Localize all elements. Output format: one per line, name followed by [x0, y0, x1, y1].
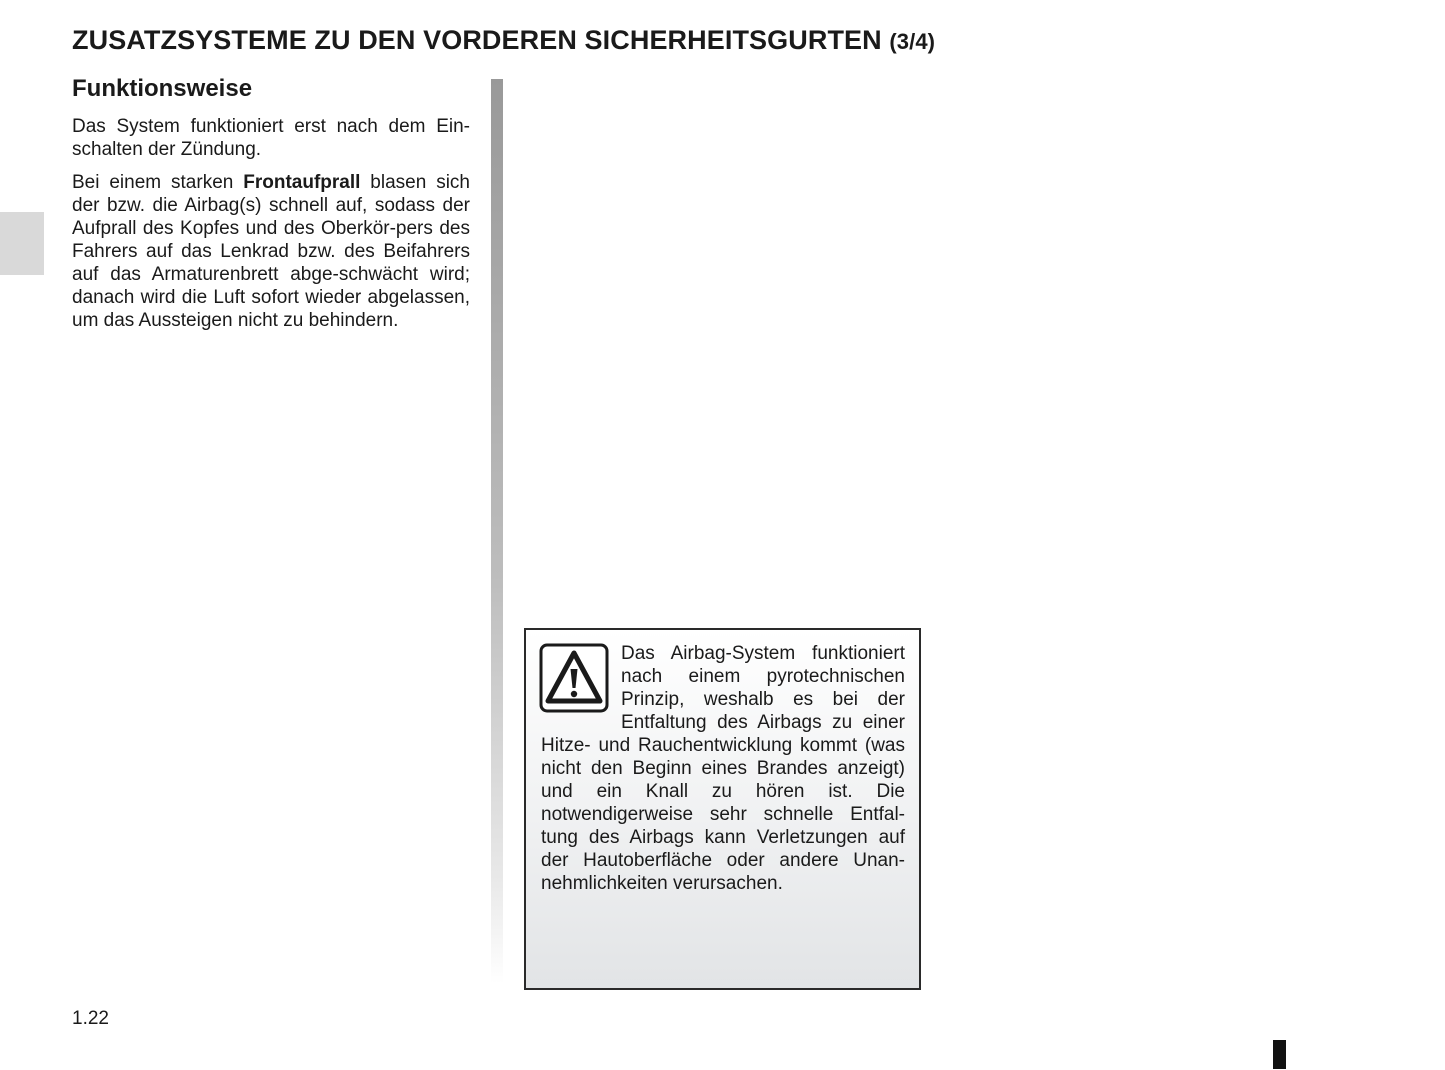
- warning-content: [526, 630, 919, 895]
- page-edge-marker: [1273, 1040, 1286, 1069]
- page-part-indicator: (3/4): [889, 29, 936, 54]
- section-heading: Funktionsweise: [72, 75, 253, 102]
- paragraph-frontal-impact: [72, 171, 470, 332]
- column-divider: [491, 79, 503, 984]
- bold-term-frontaufprall: Frontaufprall: [243, 172, 361, 193]
- warning-box: [524, 628, 921, 990]
- paragraph-text-start: Bei einem starken: [72, 172, 244, 193]
- chapter-tab: [0, 212, 44, 275]
- paragraph-ignition: Das System funktioniert erst nach dem Ein-schalten der Zündung.: [72, 116, 470, 160]
- left-column: [72, 74, 470, 342]
- warning-triangle-icon: [539, 643, 609, 713]
- page-title-text: ZUSATZSYSTEME ZU DEN VORDEREN SICHERHEITSGURTEN: [72, 25, 882, 55]
- paragraph-text-end: blasen sich der bzw. die Airbag(s) schnell auf, sodass der Aufprall des Kopfes und des Oberkör-pers des Fahrers auf das Lenkrad bzw. des Beifahrers auf das Armaturenbrett abge-schwächt wird; danach wird die Luft sofort wieder abgelassen, um das Aussteigen nicht zu behindern.: [72, 172, 470, 331]
- warning-text: Das Airbag-System funktioniert nach einem pyrotechnischen Prinzip, weshalb es bei der Entfaltung des Airbags zu einer Hitze- und Rauchentwicklung kommt (was nicht den Beginn eines Brandes anzeigt) und ein Knall zu hören ist. Die notwendigerweise sehr schnelle Entfal-tung des Airbags kann Verletzungen auf der Hautoberfläche oder andere Unan-nehmlichkeiten verursachen.: [541, 643, 905, 894]
- page-title: [72, 24, 935, 58]
- page-number: 1.22: [72, 1008, 109, 1029]
